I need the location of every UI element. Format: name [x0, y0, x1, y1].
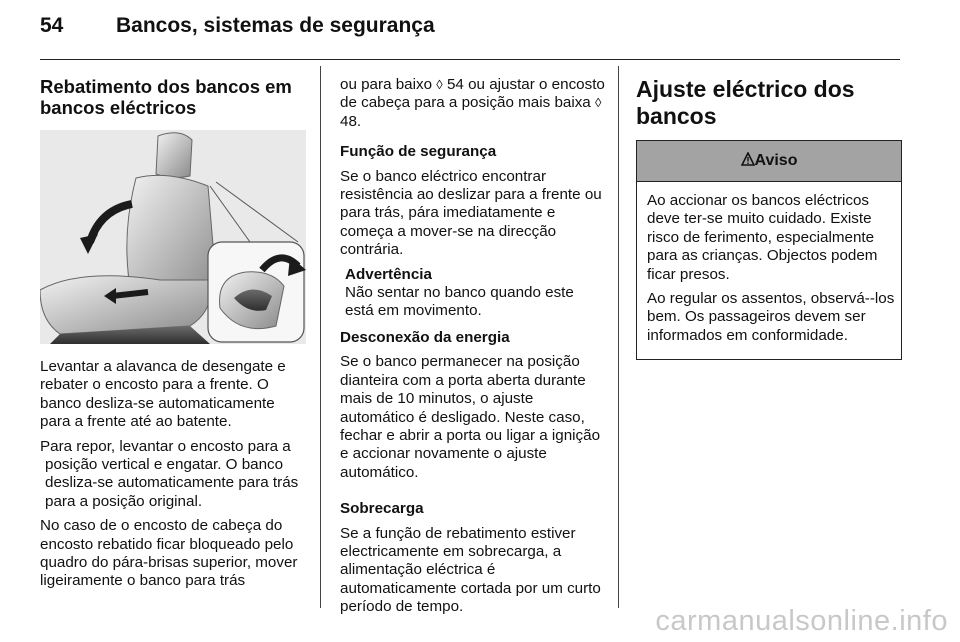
caution-heading: Advertência	[345, 265, 432, 283]
paragraph: Se o banco permanecer na posição dianteira com a porta aberta durante mais de 10 minutos, o ajuste automático é desligado. Neste caso, fechar e abrir a porta ou ligar a ignição e accionar novamente o ajuste automático.	[340, 353, 601, 481]
seat-illustration-svg	[40, 130, 306, 344]
text-span: ou ajustar o encosto de cabeça para a posição mais baixa	[340, 76, 605, 112]
page-reference[interactable]: 54	[446, 76, 464, 93]
header-rule	[40, 59, 900, 60]
watermark: carmanualsonline.info	[655, 605, 948, 637]
section-heading: Rebatimento dos bancos em bancos eléctricos	[40, 76, 292, 118]
page-reference[interactable]: 48.	[340, 112, 362, 130]
column-divider	[320, 66, 321, 608]
warning-title: Aviso	[754, 152, 798, 169]
page-number: 54	[40, 14, 64, 37]
caution-note	[340, 266, 606, 321]
warning-body	[637, 182, 901, 359]
paragraph	[40, 438, 306, 512]
subheading-overload: Sobrecarga	[340, 500, 424, 518]
paragraph: Se o banco eléctrico encontrar resistência ao deslizar para a frente ou para trás, pára imediatamente e começa a mover-se na direcção contrária.	[340, 167, 602, 259]
section-heading-large: Ajuste eléctrico dos bancos	[636, 76, 855, 129]
paragraph	[340, 76, 606, 131]
page-reference-icon: ◊	[436, 77, 443, 92]
paragraph: No caso de o encosto de cabeça do encosto rebatido ficar bloqueado pelo quadro do pára-brisas superior, mover ligeiramente o banco para trás	[40, 517, 298, 590]
seat-folding-illustration	[40, 130, 306, 344]
column-2	[340, 76, 606, 623]
column-3	[636, 76, 902, 360]
paragraph: Levantar a alavanca de desengate e rebater o encosto para a frente. O banco desliza-se automaticamente para a frente até ao batente.	[40, 358, 286, 431]
subheading-disconnect: Desconexão da energia	[340, 328, 510, 346]
subheading-safety: Função de segurança	[340, 143, 497, 161]
warning-box	[636, 140, 902, 360]
warning-paragraph: Ao regular os assentos, observá--los bem. Os passageiros devem ser informados em conformidade.	[647, 290, 895, 344]
text-span: ou para baixo	[340, 76, 433, 93]
column-1	[40, 76, 306, 597]
warning-paragraph: Ao accionar os bancos eléctricos deve ter-se muito cuidado. Existe risco de ferimento, especialmente para as crianças. Objectos podem ficar presos.	[647, 192, 878, 283]
warning-icon	[741, 142, 755, 156]
warning-header	[637, 141, 901, 182]
paragraph-continuation: posição vertical e engatar. O banco desliza-se automaticamente para trás para a posição original.	[45, 456, 299, 510]
page-reference-icon: ◊	[594, 95, 602, 111]
column-divider	[618, 66, 619, 608]
page-header-title: Bancos, sistemas de segurança	[116, 14, 435, 37]
paragraph: Se a função de rebatimento estiver electricamente em sobrecarga, a alimentação eléctrica é automaticamente cortada por um curto período de tempo.	[340, 524, 601, 616]
caution-text: Não sentar no banco quando este está em movimento.	[345, 284, 574, 320]
paragraph-first-line: Para repor, levantar o encosto para a	[40, 437, 291, 455]
